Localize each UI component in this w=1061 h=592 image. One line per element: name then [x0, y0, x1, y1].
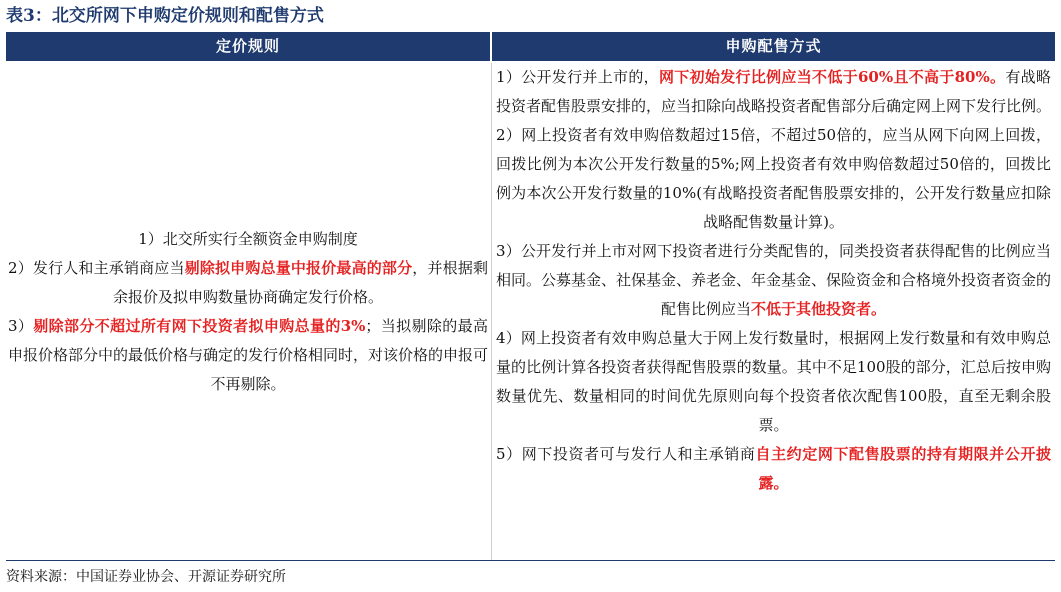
allocation-rule-item — [496, 440, 1051, 498]
allocation-rule-item — [496, 121, 1051, 237]
allocation-methods-text — [492, 63, 1055, 498]
highlighted-text: 剔除拟申购总量中报价最高的部分 — [184, 258, 413, 277]
body-text: ；当拟剔除的最高申报价格部分中的最低价格与确定的发行价格相同时，对该价格的申报可不再剔除。 — [8, 316, 489, 393]
highlighted-text: 自主约定网下配售股票的持有期限并公开披露。 — [755, 445, 1051, 492]
body-text: 5）网下投资者可与发行人和主承销商 — [496, 445, 756, 463]
allocation-rule-item — [496, 63, 1051, 121]
pricing-rule-item — [8, 254, 488, 312]
source-note: 资料来源：中国证券业协会、开源证券研究所 — [6, 569, 286, 585]
pricing-rule-item — [8, 312, 488, 399]
table-title: 表3：北交所网下申购定价规则和配售方式 — [6, 6, 324, 26]
highlighted-text: 剔除部分不超过所有网下投资者拟申购总量的3% — [33, 316, 366, 335]
table-bottom-rule — [6, 560, 1055, 561]
body-text: ，并根据剩余报价及拟申购数量协商确定发行价格。 — [112, 258, 488, 306]
body-text: 1）北交所实行全额资金申购制度 — [138, 229, 358, 248]
body-text: 2）网上投资者有效申购倍数超过15倍，不超过50倍的，应当从网下向网上回拨，回拨比例为本次公开发行数量的5%;网上投资者有效申购倍数超过50倍的，回拨比例为本次公开发行数量的10%(有战略投资者配售股票安排的，公开发行数量应扣除战略配售数量计算)。 — [496, 126, 1051, 231]
body-text: 3）公开发行并上市对网下投资者进行分类配售的，同类投资者获得配售的比例应当相同。公募基金、社保基金、养老金、年金基金、保险资金和合格境外投资者资金的配售比例应当 — [496, 242, 1052, 318]
body-text: 2）发行人和主承销商应当 — [8, 258, 185, 277]
allocation-methods-cell — [492, 63, 1055, 560]
allocation-rule-item — [496, 237, 1051, 324]
pricing-rules-cell — [6, 63, 490, 560]
body-text: 1）公开发行并上市的， — [496, 68, 659, 86]
header-allocation-methods: 申购配售方式 — [492, 32, 1055, 61]
body-text: 有战略投资者配售股票安排的，应当扣除向战略投资者配售部分后确定网上网下发行比例。 — [496, 68, 1052, 115]
body-text: 4）网上投资者有效申购总量大于网上发行数量时，根据网上发行数量和有效申购总量的比例计算各投资者获得配售股票的数量。其中不足100股的部分，汇总后按申购数量优先、数量相同的时间优先原则向每个投资者依次配售100股，直至无剩余股票。 — [496, 329, 1051, 434]
rules-table — [6, 32, 1055, 562]
body-text: 3） — [8, 316, 34, 335]
pricing-rules-text — [6, 225, 490, 399]
pricing-rule-item — [8, 225, 488, 254]
highlighted-text: 网下初始发行比例应当不低于60%且不高于80%。 — [658, 68, 1006, 86]
header-pricing-rules: 定价规则 — [6, 32, 490, 61]
allocation-rule-item — [496, 324, 1051, 440]
table-header-row — [6, 32, 1055, 61]
highlighted-text: 不低于其他投资者。 — [751, 300, 887, 318]
